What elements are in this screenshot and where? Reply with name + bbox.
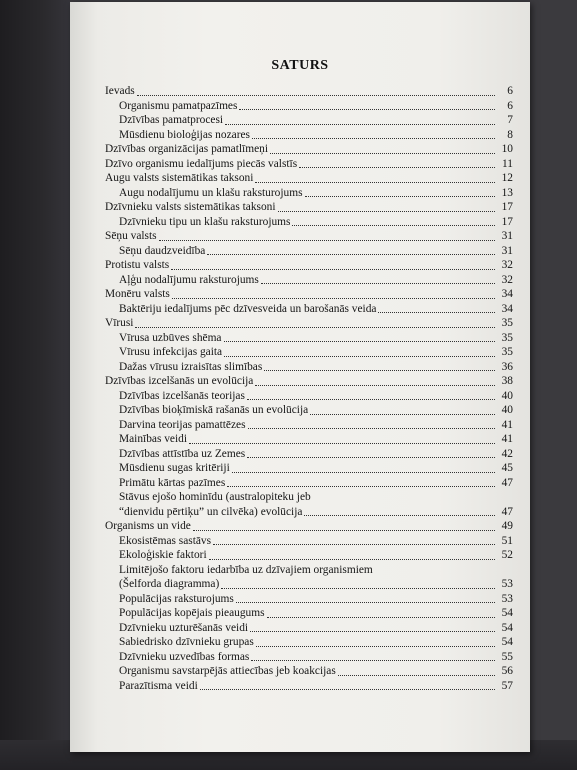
toc-entry-label: Dzīvības izcelšanās un evolūcija (105, 375, 254, 387)
toc-entry-page: 45 (501, 462, 513, 474)
toc-entry-page: 40 (501, 389, 513, 402)
toc-entry-page: 6 (507, 85, 513, 97)
toc-entry (105, 679, 513, 694)
toc-entry-page: 31 (501, 244, 513, 257)
toc-entry-page: 41 (501, 433, 513, 445)
dot-leader (236, 602, 495, 603)
toc-entry (105, 273, 513, 288)
dot-leader (213, 544, 495, 545)
dot-leader (264, 370, 495, 371)
toc-entry (105, 345, 513, 360)
toc-entry-label: Dzīvības bioķīmiskā rašanās un evolūcija (119, 404, 309, 416)
toc-entry (105, 403, 513, 418)
dot-leader (310, 414, 495, 415)
dot-leader (200, 689, 495, 690)
toc-entry-page: 54 (501, 621, 513, 634)
toc-entry-label: Limitējošo faktoru iedarbība uz dzīvajiem organismiem (119, 563, 373, 576)
dot-leader (292, 225, 495, 226)
toc-entry (105, 360, 513, 375)
toc-entry (105, 157, 513, 172)
dot-leader (225, 124, 495, 125)
dot-leader (256, 646, 495, 647)
toc-entry-label: Dzīvības attīstība uz Zemes (119, 447, 246, 460)
toc-entry-label: Ievads (105, 85, 135, 97)
toc-entry-label: Ekoloģiskie faktori (119, 549, 207, 561)
dot-leader (378, 312, 495, 313)
toc-entry-page: 32 (501, 259, 513, 271)
dot-leader (227, 486, 495, 487)
toc-entry (105, 577, 513, 592)
toc-entry-page: 31 (501, 230, 513, 242)
toc-entry (105, 621, 513, 636)
toc-entry-page: 53 (501, 592, 513, 605)
toc-entry-label: Dzīvnieku tipu un klašu raksturojums (119, 215, 291, 228)
toc-entry-label: Organismu pamatpazīmes (119, 99, 238, 112)
book-cover-edge (0, 0, 70, 770)
toc-entry-page: 34 (501, 302, 513, 315)
toc-entry-page: 17 (501, 201, 513, 213)
toc-entry-page: 35 (501, 331, 513, 344)
dot-leader (255, 182, 495, 183)
toc-entry (105, 229, 513, 244)
toc-entry-label: Aļģu nodalījumu raksturojums (119, 273, 259, 286)
dot-leader (248, 428, 495, 429)
toc-entry (105, 635, 513, 650)
toc-entry-page: 11 (502, 157, 513, 170)
toc-entry (105, 186, 513, 201)
toc-entry (105, 142, 513, 157)
toc-entry (105, 606, 513, 621)
toc-entry-label: Augu valsts sistemātikas taksoni (105, 172, 254, 184)
table-of-contents (105, 84, 513, 693)
toc-entry-page: 47 (501, 476, 513, 489)
toc-entry (105, 244, 513, 259)
toc-entry-page: 35 (501, 317, 513, 329)
toc-entry (105, 664, 513, 679)
toc-entry (105, 548, 513, 563)
dot-leader (232, 472, 495, 473)
toc-entry-page: 7 (507, 114, 513, 126)
toc-entry-label: Sēņu daudzveidība (119, 244, 206, 257)
dot-leader (251, 660, 495, 661)
toc-entry-label: Dzīvnieku uzturēšanās veidi (119, 621, 249, 634)
toc-entry-label: Vīrusa uzbūves shēma (119, 331, 222, 344)
toc-entry-label: Dažas vīrusu izraisītas slimības (119, 360, 263, 373)
toc-entry-page: 57 (501, 679, 513, 692)
toc-entry-label: Parazītisma veidi (119, 679, 198, 692)
dot-leader (247, 399, 495, 400)
dot-leader (305, 196, 495, 197)
toc-entry (105, 287, 513, 302)
toc-entry (105, 99, 513, 114)
dot-leader (278, 211, 495, 212)
toc-entry-label: Mūsdienu bioloģijas nozares (119, 128, 250, 141)
dot-leader (189, 443, 495, 444)
toc-entry (105, 447, 513, 462)
toc-entry (105, 171, 513, 186)
dot-leader (255, 385, 495, 386)
toc-entry (105, 432, 513, 447)
toc-entry-label: Dzīvības pamatprocesi (119, 114, 224, 126)
toc-entry-label: Dzīvības organizācijas pamatlīmeņi (105, 143, 269, 155)
toc-entry-label: Ekosistēmas sastāvs (119, 534, 212, 547)
toc-entry (105, 418, 513, 433)
toc-entry (105, 476, 513, 491)
toc-entry-page: 35 (501, 346, 513, 358)
toc-entry-label: Dzīvo organismu iedalījums piecās valstīs (105, 157, 298, 170)
dot-leader (172, 298, 495, 299)
toc-entry-label: Monēru valsts (105, 288, 170, 300)
dot-leader (171, 269, 495, 270)
dot-leader (224, 356, 495, 357)
dot-leader (299, 167, 495, 168)
toc-entry-label: Stāvus ejošo hominīdu (australopiteku jeb (119, 491, 311, 503)
toc-entry-page: 42 (501, 447, 513, 460)
toc-entry-page: 49 (501, 520, 513, 532)
toc-entry-label: Populācijas kopējais pieaugums (119, 607, 265, 619)
toc-entry (105, 389, 513, 404)
toc-entry-page: 6 (507, 99, 513, 112)
toc-entry-label: Augu nodalījumu un klašu raksturojums (119, 186, 303, 199)
toc-entry-page: 47 (501, 505, 513, 518)
dot-leader (209, 559, 495, 560)
toc-entry (105, 200, 513, 215)
toc-entry (105, 128, 513, 143)
toc-entry (105, 592, 513, 607)
toc-entry-label: “dienvidu pērtiķu” un cilvēka) evolūcija (119, 505, 303, 518)
toc-entry-page: 54 (501, 607, 513, 619)
dot-leader (338, 675, 495, 676)
toc-entry (105, 490, 513, 505)
toc-entry-label: Sēņu valsts (105, 230, 157, 242)
toc-entry-label: Sabiedrisko dzīvnieku grupas (119, 636, 254, 648)
dot-leader (207, 254, 495, 255)
dot-leader (252, 138, 495, 139)
toc-entry (105, 113, 513, 128)
toc-entry-page: 8 (507, 128, 513, 141)
toc-entry-page: 55 (501, 650, 513, 663)
toc-entry (105, 534, 513, 549)
book-page (70, 2, 530, 752)
toc-entry (105, 302, 513, 317)
dot-leader (250, 631, 495, 632)
toc-entry-page: 10 (501, 143, 513, 155)
toc-entry (105, 461, 513, 476)
toc-entry-page: 32 (501, 273, 513, 286)
toc-entry (105, 215, 513, 230)
toc-entry (105, 505, 513, 520)
dot-leader (239, 109, 495, 110)
toc-entry-label: Populācijas raksturojums (119, 592, 234, 605)
toc-entry (105, 563, 513, 578)
dot-leader (261, 283, 495, 284)
toc-entry (105, 258, 513, 273)
dot-leader (135, 327, 495, 328)
toc-entry (105, 84, 513, 99)
toc-entry-label: (Šelforda diagramma) (119, 578, 220, 590)
toc-entry-label: Protistu valsts (105, 259, 170, 271)
toc-entry (105, 519, 513, 534)
toc-entry-page: 53 (501, 578, 513, 590)
toc-entry-label: Mainības veidi (119, 433, 188, 445)
toc-entry-page: 40 (501, 404, 513, 416)
toc-entry-page: 13 (501, 186, 513, 199)
toc-entry-label: Vīrusu infekcijas gaita (119, 346, 223, 358)
toc-entry (105, 650, 513, 665)
toc-entry-label: Primātu kārtas pazīmes (119, 476, 226, 489)
toc-entry-label: Mūsdienu sugas kritēriji (119, 462, 230, 474)
dot-leader (267, 617, 495, 618)
toc-entry (105, 374, 513, 389)
toc-entry-label: Baktēriju iedalījums pēc dzīvesveida un barošanās veida (119, 302, 377, 315)
toc-entry-label: Dzīvnieku valsts sistemātikas taksoni (105, 201, 276, 213)
toc-entry-page: 38 (501, 375, 513, 387)
toc-entry-page: 17 (501, 215, 513, 228)
toc-entry-label: Dzīvības izcelšanās teorijas (119, 389, 245, 402)
toc-entry-page: 54 (501, 636, 513, 648)
dot-leader (247, 457, 495, 458)
toc-entry-label: Vīrusi (105, 317, 134, 329)
toc-entry-page: 34 (501, 288, 513, 300)
toc-entry-label: Organismu savstarpējās attiecības jeb koakcijas (119, 665, 336, 677)
toc-entry (105, 316, 513, 331)
dot-leader (270, 153, 495, 154)
dot-leader (159, 240, 495, 241)
toc-entry-page: 41 (501, 418, 513, 431)
dot-leader (224, 341, 496, 342)
toc-entry-page: 51 (501, 534, 513, 547)
dot-leader (304, 515, 495, 516)
dot-leader (137, 95, 495, 96)
toc-entry (105, 331, 513, 346)
toc-entry-label: Organisms un vide (105, 520, 191, 532)
dot-leader (221, 588, 495, 589)
toc-entry-label: Darvina teorijas pamattēzes (119, 418, 246, 431)
toc-title: SATURS (271, 58, 329, 73)
toc-entry-page: 56 (501, 665, 513, 677)
toc-entry-page: 12 (501, 172, 513, 184)
dot-leader (193, 530, 495, 531)
toc-entry-page: 36 (501, 360, 513, 373)
toc-entry-label: Dzīvnieku uzvedības formas (119, 650, 250, 663)
toc-entry-page: 52 (501, 549, 513, 561)
